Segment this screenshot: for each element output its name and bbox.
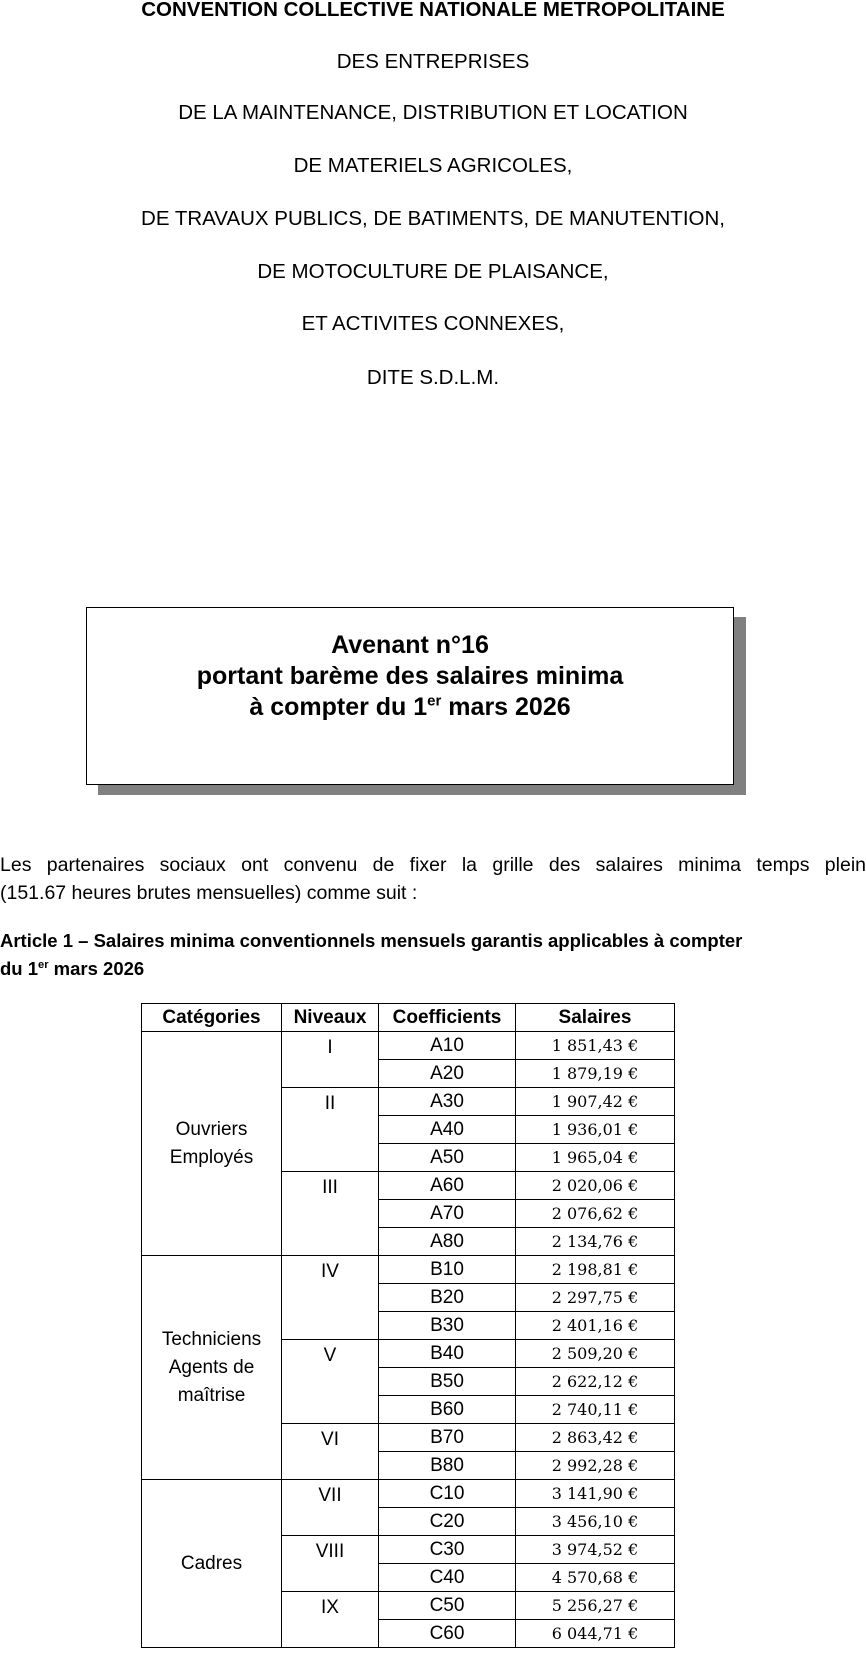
coefficient-cell: B50 — [379, 1368, 516, 1396]
coefficient-cell: C20 — [379, 1508, 516, 1536]
article-heading-line: du 1er mars 2026 — [0, 958, 145, 979]
coefficient-cell: C40 — [379, 1564, 516, 1592]
column-header: Catégories — [142, 1004, 282, 1032]
salary-cell: 2 198,81 € — [516, 1256, 675, 1284]
category-cell — [142, 1480, 282, 1648]
category-label-line: maîtrise — [177, 1384, 246, 1406]
intro-line: (151.67 heures brutes mensuelles) comme suit : — [0, 882, 418, 904]
coefficient-cell: A70 — [379, 1200, 516, 1228]
coefficient-cell: C50 — [379, 1592, 516, 1620]
amendment-number: Avenant n°16 — [331, 631, 489, 659]
article-heading-line: Article 1 – Salaires minima conventionnels mensuels garantis applicables à compter — [0, 930, 743, 951]
coefficient-cell: B80 — [379, 1452, 516, 1480]
coefficient-cell: B70 — [379, 1424, 516, 1452]
level-cell: III — [282, 1172, 379, 1256]
coefficient-cell: A50 — [379, 1144, 516, 1172]
coefficient-cell: A20 — [379, 1060, 516, 1088]
column-header: Coefficients — [379, 1004, 516, 1032]
coefficient-cell: A10 — [379, 1032, 516, 1060]
salary-grid-table — [141, 1003, 675, 1648]
salary-cell: 5 256,27 € — [516, 1592, 675, 1620]
salary-cell: 6 044,71 € — [516, 1620, 675, 1648]
salary-cell: 2 509,20 € — [516, 1340, 675, 1368]
coefficient-cell: C10 — [379, 1480, 516, 1508]
coefficient-cell: C60 — [379, 1620, 516, 1648]
column-header: Niveaux — [282, 1004, 379, 1032]
salary-cell: 3 141,90 € — [516, 1480, 675, 1508]
level-cell: VI — [282, 1424, 379, 1480]
salary-cell: 2 622,12 € — [516, 1368, 675, 1396]
salary-cell: 1 965,04 € — [516, 1144, 675, 1172]
amendment-subject: portant barème des salaires minima — [196, 662, 624, 690]
coefficient-cell: A60 — [379, 1172, 516, 1200]
coefficient-cell: B10 — [379, 1256, 516, 1284]
coefficient-cell: A30 — [379, 1088, 516, 1116]
coefficient-cell: B20 — [379, 1284, 516, 1312]
salary-cell: 2 297,75 € — [516, 1284, 675, 1312]
intro-line: Les partenaires sociaux ont convenu de fixer la grille des salaires minima temps plein — [0, 854, 866, 876]
salary-cell: 3 456,10 € — [516, 1508, 675, 1536]
coefficient-cell: B40 — [379, 1340, 516, 1368]
coefficient-cell: B60 — [379, 1396, 516, 1424]
header-line: DE LA MAINTENANCE, DISTRIBUTION ET LOCATION — [178, 101, 688, 124]
level-cell: V — [282, 1340, 379, 1424]
table-header-row — [142, 1004, 675, 1032]
level-cell: VII — [282, 1480, 379, 1536]
salary-cell: 1 879,19 € — [516, 1060, 675, 1088]
salary-cell: 1 851,43 € — [516, 1032, 675, 1060]
salary-cell: 4 570,68 € — [516, 1564, 675, 1592]
salary-cell: 2 992,28 € — [516, 1452, 675, 1480]
category-label-line: Cadres — [180, 1552, 243, 1574]
header-line: DES ENTREPRISES — [336, 50, 530, 73]
salary-cell: 2 134,76 € — [516, 1228, 675, 1256]
header-line: DE TRAVAUX PUBLICS, DE BATIMENTS, DE MANUTENTION, — [141, 207, 725, 230]
salary-cell: 3 974,52 € — [516, 1536, 675, 1564]
amendment-effective-date: à compter du 1er mars 2026 — [249, 692, 571, 721]
salary-cell: 1 907,42 € — [516, 1088, 675, 1116]
intro-paragraph — [0, 851, 866, 907]
salary-cell: 2 020,06 € — [516, 1172, 675, 1200]
category-label-line: Agents de — [168, 1356, 255, 1378]
table-row — [142, 1032, 675, 1060]
coefficient-cell: A40 — [379, 1116, 516, 1144]
level-cell: II — [282, 1088, 379, 1172]
category-label-line: Techniciens — [161, 1328, 262, 1350]
salary-cell: 2 863,42 € — [516, 1424, 675, 1452]
header-line: ET ACTIVITES CONNEXES, — [301, 312, 565, 335]
header-line: DE MATERIELS AGRICOLES, — [293, 154, 573, 177]
salary-cell: 2 740,11 € — [516, 1396, 675, 1424]
coefficient-cell: C30 — [379, 1536, 516, 1564]
table-row — [142, 1480, 675, 1508]
level-cell: IX — [282, 1592, 379, 1648]
category-cell — [142, 1032, 282, 1256]
amendment-title-box — [86, 607, 734, 785]
level-cell: IV — [282, 1256, 379, 1340]
category-label-line: Employés — [169, 1146, 254, 1168]
level-cell: I — [282, 1032, 379, 1088]
coefficient-cell: B30 — [379, 1312, 516, 1340]
salary-cell: 1 936,01 € — [516, 1116, 675, 1144]
column-header: Salaires — [516, 1004, 675, 1032]
salary-cell: 2 076,62 € — [516, 1200, 675, 1228]
category-cell — [142, 1256, 282, 1480]
header-line: DE MOTOCULTURE DE PLAISANCE, — [257, 260, 609, 283]
category-label-line: Ouvriers — [175, 1118, 248, 1140]
article-heading — [0, 927, 866, 983]
table-row — [142, 1256, 675, 1284]
salary-cell: 2 401,16 € — [516, 1312, 675, 1340]
coefficient-cell: A80 — [379, 1228, 516, 1256]
level-cell: VIII — [282, 1536, 379, 1592]
convention-title: CONVENTION COLLECTIVE NATIONALE METROPOLITAINE — [141, 0, 725, 21]
header-line: DITE S.D.L.M. — [366, 366, 500, 389]
